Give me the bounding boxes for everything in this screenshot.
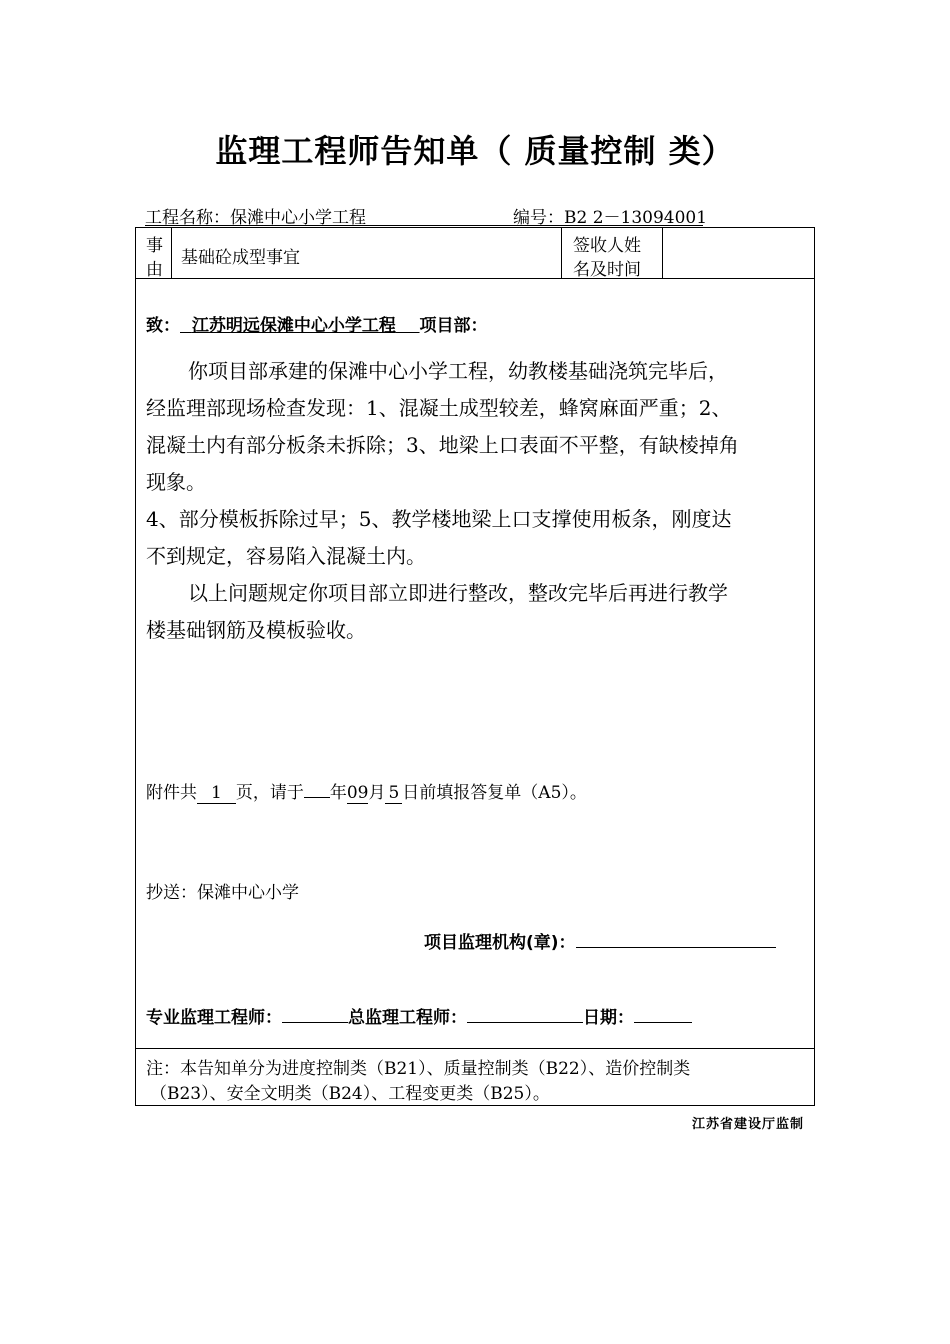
reason-label-line2: 由 (146, 260, 163, 280)
to-label: 致： (146, 316, 180, 336)
reason-value: 基础砼成型事宜 (181, 248, 300, 268)
issuer-mark: 江苏省建设厅监制 (691, 1117, 804, 1132)
body-line-8: 楼基础钢筋及模板验收。 (146, 618, 366, 642)
org-seal-line (424, 928, 776, 953)
org-signature-field[interactable] (576, 929, 776, 948)
body-line-5: 4、部分模板拆除过早；5、教学楼地梁上口支撑使用板条，刚度达 (146, 507, 732, 531)
body-line-2: 经监理部现场检查发现：1、混凝土成型较差，蜂窝麻面严重；2、 (146, 396, 732, 420)
project-value: 保滩中心小学工程 (230, 208, 366, 228)
note-top-border (136, 1048, 814, 1049)
signature-line (146, 1003, 692, 1028)
cc-value: 保滩中心小学 (197, 883, 299, 903)
engineer-signature-field[interactable] (282, 1004, 348, 1023)
attachment-line: 附件共 1 页，请于 年09月 5 日前填报答复单（A5）。 (146, 778, 587, 804)
reply-year (304, 779, 330, 798)
chief-label: 总监理工程师： (348, 1008, 467, 1028)
date-label: 日期： (583, 1008, 634, 1028)
number-label: 编号： (513, 208, 564, 228)
number-value: B2 2－13094001 (564, 208, 708, 228)
to-name: 江苏明远保滩中心小学工程 (191, 316, 396, 336)
body-line-3: 混凝土内有部分板条未拆除；3、地梁上口表面不平整，有缺棱掉角 (146, 433, 739, 457)
page-title: 监理工程师告知单（ 质量控制 类） (215, 132, 735, 170)
org-label: 项目监理机构(章)： (424, 933, 576, 953)
note-line-2: （B23）、安全文明类（B24）、工程变更类（B25）。 (150, 1084, 550, 1104)
cc-line (146, 878, 299, 903)
chief-signature-field[interactable] (467, 1004, 583, 1023)
notice-form (135, 227, 815, 1106)
sign-label-line2: 名及时间 (573, 260, 641, 280)
reply-day: 5 (385, 783, 402, 804)
project-label: 工程名称： (145, 208, 230, 228)
addressee-line (146, 311, 488, 336)
cc-label: 抄送： (146, 883, 197, 903)
reason-label-line1: 事 (146, 236, 163, 256)
body-line-6: 不到规定，容易陷入混凝土内。 (146, 544, 426, 568)
note-line-1: 注：本告知单分为进度控制类（B21）、质量控制类（B22）、造价控制类 (146, 1059, 691, 1079)
attachment-pages: 1 (197, 783, 236, 804)
header-row (145, 203, 815, 227)
reply-month: 09 (346, 783, 369, 803)
sign-label-divider (662, 228, 663, 278)
reason-label-divider (171, 228, 172, 278)
engineer-label: 专业监理工程师： (146, 1008, 282, 1028)
body-line-4: 现象。 (146, 470, 206, 494)
reason-value-divider (561, 228, 562, 278)
sign-label-line1: 签收人姓 (573, 236, 641, 256)
body-line-1: 你项目部承建的保滩中心小学工程，幼教楼基础浇筑完毕后， (188, 359, 728, 383)
date-field[interactable] (634, 1004, 692, 1023)
header-underline (145, 225, 703, 226)
body-line-7: 以上问题规定你项目部立即进行整改，整改完毕后再进行教学 (188, 581, 728, 605)
row1-bottom-border (136, 278, 814, 279)
to-suffix: 项目部： (419, 316, 488, 336)
